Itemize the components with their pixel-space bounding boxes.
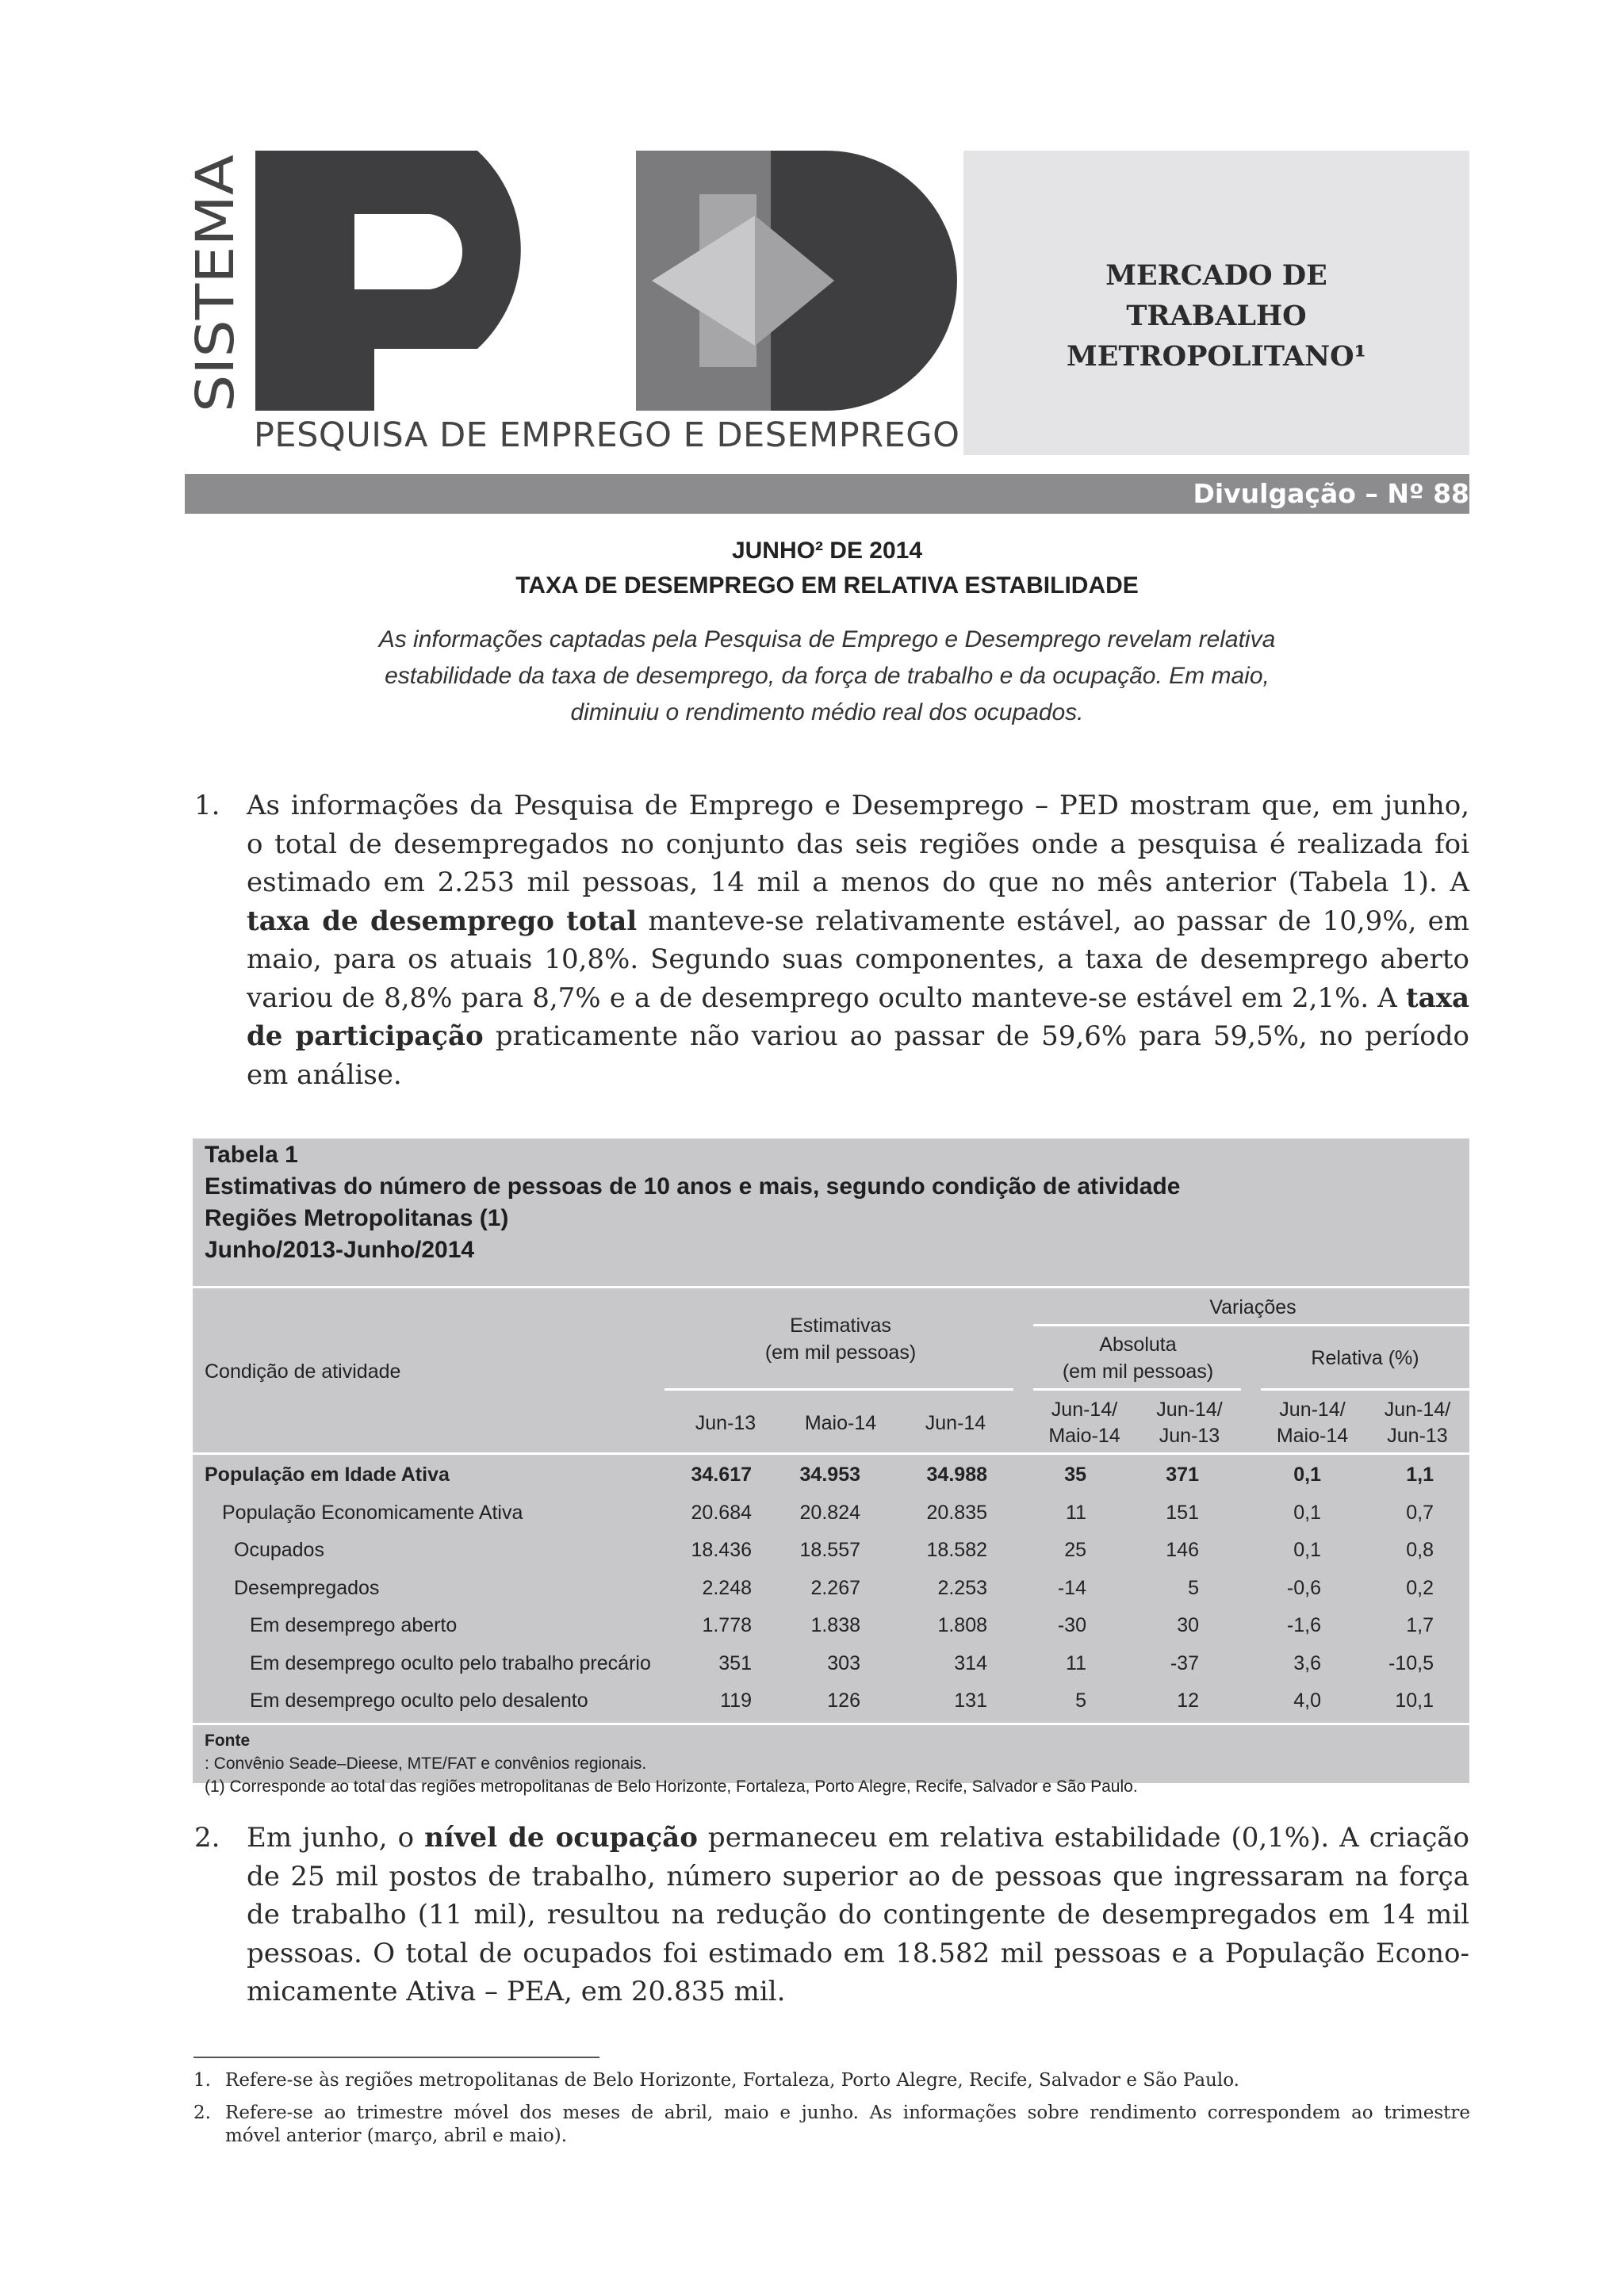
header-variacoes: Variações: [1209, 1296, 1297, 1318]
ped-subtitle: PESQUISA DE EMPREGO E DESEMPREGO: [254, 415, 960, 455]
paragraph-line: o total de desempregados no conjunto das seis regiões onde a pesquisa é realizada foi: [247, 828, 1469, 860]
report-date-title: JUNHO² DE 2014: [731, 538, 923, 564]
paragraph-number: 1.: [194, 790, 220, 821]
table-caption: [205, 1139, 1180, 1266]
table-cell: 11: [1066, 1501, 1086, 1524]
header-absoluta: Absoluta: [1099, 1334, 1177, 1356]
col-jun13: Jun-13: [695, 1412, 756, 1434]
table-cell: 0,2: [1406, 1576, 1434, 1599]
line-text: variou de 8,8% para 8,7% e a de desemprego oculto manteve-se estável em 2,1%. A: [247, 982, 1406, 1014]
table-cell: 131: [954, 1689, 987, 1712]
table-cell: 5: [1188, 1576, 1199, 1599]
table-cell: -1,6: [1286, 1614, 1321, 1636]
paragraph-line: de 25 mil postos de trabalho, número superior ao de pessoas que ingressaram na força: [247, 1860, 1469, 1892]
table-cell: 1.838: [810, 1614, 860, 1636]
table-cell: 119: [720, 1689, 752, 1712]
line-text: permaneceu em relativa estabilidade (0,1%). A criação: [697, 1822, 1470, 1854]
line-text: Em junho, o: [247, 1822, 425, 1854]
row-label: População em Idade Ativa: [205, 1464, 450, 1486]
lead-line: diminuiu o rendimento médio real dos ocupados.: [570, 699, 1084, 725]
header-relativa: Relativa (%): [1311, 1347, 1419, 1369]
table-cell: 34.953: [799, 1464, 860, 1486]
report-headline: TAXA DE DESEMPREGO EM RELATIVA ESTABILIDADE: [515, 572, 1139, 599]
table-cell: 371: [1166, 1464, 1199, 1486]
lead-line: estabilidade da taxa de desemprego, da força de trabalho e da ocupação. Em maio,: [385, 663, 1270, 689]
table-cell: 2.267: [810, 1576, 860, 1599]
logo-ed-letters: [636, 151, 957, 411]
table-cell: 126: [827, 1689, 860, 1712]
table-cell: -14: [1057, 1576, 1086, 1599]
header-estimativas: Estimativas: [790, 1314, 891, 1337]
bold-term: nível de ocupação: [424, 1822, 698, 1854]
table-cell: 18.436: [691, 1539, 752, 1561]
table-cell: 11: [1066, 1651, 1086, 1674]
header-estimativas-unit: (em mil pessoas): [764, 1341, 917, 1364]
table-cell: 0,8: [1406, 1539, 1434, 1561]
table-cell: -0,6: [1286, 1576, 1321, 1599]
table-cell: 12: [1177, 1689, 1199, 1712]
table-cell: -10,5: [1388, 1651, 1434, 1674]
line-text: praticamente não variou ao passar de 59,6% para 59,5%, no período: [483, 1020, 1469, 1052]
fonte-line: [205, 1729, 1138, 1775]
table-rule: [193, 1723, 1469, 1725]
paragraph-line: As informações da Pesquisa de Emprego e Desemprego – PED mostram que, em junho,: [247, 790, 1469, 821]
table-cell: 0,1: [1293, 1464, 1321, 1486]
table-rule: [1033, 1388, 1241, 1391]
table-cell: 18.582: [926, 1539, 987, 1561]
table-cell: 1,1: [1406, 1464, 1434, 1486]
line-text: manteve-se relativamente estável, ao passar de 10,9%, em: [637, 905, 1470, 937]
footnote-number: 2.: [193, 2103, 211, 2123]
mercado-title: [963, 255, 1469, 377]
table-rule: [1033, 1324, 1469, 1326]
lead-summary: [185, 622, 1469, 731]
table-caption-line: Estimativas do número de pessoas de 10 anos e mais, segundo condição de atividade: [205, 1173, 1181, 1200]
bold-term: taxa de desemprego total: [247, 905, 638, 937]
table-rule: [1261, 1388, 1469, 1391]
sistema-text: SISTEMA: [185, 184, 246, 412]
table-cell: 351: [718, 1651, 752, 1674]
paragraph-number: 2.: [194, 1822, 220, 1854]
row-label: Em desemprego oculto pelo trabalho precário: [250, 1651, 651, 1674]
table-cell: 34.988: [926, 1464, 987, 1486]
table-caption-line: Regiões Metropolitanas (1): [205, 1205, 509, 1231]
paragraph-line: micamente Ativa – PEA, em 20.835 mil.: [247, 1976, 786, 2007]
table-cell: 30: [1177, 1614, 1199, 1636]
table-cell: 1.808: [937, 1614, 987, 1636]
lead-line: As informações captadas pela Pesquisa de Emprego e Desemprego revelam relativa: [378, 626, 1276, 652]
logo-p-letter: [255, 151, 619, 411]
mercado-line-1: MERCADO DE: [1105, 259, 1327, 292]
row-label: Em desemprego aberto: [250, 1614, 458, 1636]
table-cell: 18.557: [799, 1539, 860, 1561]
table-cell: 5: [1075, 1689, 1086, 1712]
table-source: [205, 1729, 1138, 1798]
paragraph-line: de trabalho (11 mil), resultou na redução do contingente de desempregados em 14 mil: [247, 1899, 1469, 1931]
table-cell: 0,1: [1293, 1501, 1321, 1524]
table-cell: 0,7: [1406, 1501, 1434, 1524]
col-var-abs-2b: Jun-13: [1159, 1425, 1220, 1447]
footnote-text: Refere-se ao trimestre móvel dos meses de abril, maio e junho. As informações sobre rendimento correspondem ao trimestre: [225, 2103, 1470, 2123]
footnote-text: Refere-se às regiões metropolitanas de Belo Horizonte, Fortaleza, Porto Alegre, Recife, Salvador e São Paulo.: [225, 2070, 1239, 2091]
table-cell: 20.824: [799, 1501, 860, 1524]
col-var-rel-1b: Maio-14: [1276, 1425, 1349, 1447]
bold-term: taxa: [1405, 982, 1469, 1014]
table-rule: [193, 1286, 1469, 1288]
table-caption-line: Tabela 1: [205, 1142, 298, 1168]
table-cell: 0,1: [1293, 1539, 1321, 1561]
footnote-number: 1.: [193, 2070, 211, 2091]
header-absoluta-unit: (em mil pessoas): [1062, 1360, 1214, 1383]
footnote-1: [193, 2069, 1470, 2092]
col-var-rel-2b: Jun-13: [1387, 1425, 1448, 1447]
paragraph-line: [185, 1819, 1469, 1858]
footnote-2: [193, 2102, 1470, 2148]
table-cell: 20.835: [926, 1501, 987, 1524]
table-cell: 20.684: [691, 1501, 752, 1524]
col-var-rel-2: Jun-14/: [1384, 1399, 1451, 1421]
table-cell: 314: [954, 1651, 987, 1674]
fonte-text: : Convênio Seade–Dieese, MTE/FAT e convênios regionais.: [205, 1755, 647, 1773]
footnote-rule: [193, 2057, 599, 2058]
bold-term: de participação: [247, 1020, 484, 1052]
paragraph-line: [185, 979, 1469, 1018]
table-cell: -37: [1170, 1651, 1199, 1674]
col-maio14: Maio-14: [804, 1412, 877, 1434]
paragraph-line: [185, 902, 1469, 941]
mercado-line-3: METROPOLITANO¹: [1067, 340, 1366, 373]
header-condicao: Condição de atividade: [205, 1360, 401, 1383]
col-var-abs-1: Jun-14/: [1051, 1399, 1118, 1421]
paragraph-1: [185, 786, 1469, 1094]
col-jun14: Jun-14: [925, 1412, 986, 1434]
table-cell: 34.617: [691, 1464, 752, 1486]
table-caption-line: Junho/2013-Junho/2014: [205, 1237, 475, 1263]
table-rule: [193, 1452, 1469, 1455]
table-cell: 35: [1064, 1464, 1086, 1486]
row-label: Desempregados: [234, 1576, 380, 1599]
divulgacao-number: Divulgação – Nº 88: [1193, 478, 1469, 509]
table-cell: 1.778: [702, 1614, 752, 1636]
table-cell: 146: [1166, 1539, 1199, 1561]
table-cell: 4,0: [1293, 1689, 1321, 1712]
table-cell: 303: [827, 1651, 860, 1674]
sistema-vertical-label: [179, 155, 247, 416]
row-label: Em desemprego oculto pelo desalento: [250, 1689, 588, 1712]
paragraph-2: [185, 1819, 1469, 2011]
fonte-label: Fonte: [205, 1732, 251, 1750]
paragraph-line: pessoas. O total de ocupados foi estimado em 18.582 mil pessoas e a População Econo-: [247, 1937, 1469, 1969]
col-var-abs-1b: Maio-14: [1048, 1425, 1120, 1447]
table-cell: -30: [1057, 1614, 1086, 1636]
table-cell: 10,1: [1395, 1689, 1434, 1712]
table-cell: 3,6: [1293, 1651, 1321, 1674]
footnote-text: móvel anterior (março, abril e maio).: [225, 2126, 568, 2146]
col-var-rel-1: Jun-14/: [1279, 1399, 1346, 1421]
table-rule: [665, 1388, 1013, 1391]
col-var-abs-2: Jun-14/: [1156, 1399, 1223, 1421]
table-cell: 25: [1064, 1539, 1086, 1561]
table-note: (1) Corresponde ao total das regiões metropolitanas de Belo Horizonte, Fortaleza, Porto Alegre, Recife, Salvador e São Paulo.: [205, 1777, 1138, 1796]
table-cell: 151: [1166, 1501, 1199, 1524]
table-cell: 2.253: [937, 1576, 987, 1599]
paragraph-line: estimado em 2.253 mil pessoas, 14 mil a menos do que no mês anterior (Tabela 1). A: [247, 867, 1469, 898]
table-cell: 1,7: [1406, 1614, 1434, 1636]
table-cell: 2.248: [702, 1576, 752, 1599]
row-label: Ocupados: [234, 1539, 324, 1561]
paragraph-line: maio, para os atuais 10,8%. Segundo suas componentes, a taxa de desemprego aberto: [247, 943, 1469, 975]
paragraph-line: [185, 1017, 1469, 1056]
paragraph-line: em análise.: [247, 1058, 402, 1091]
row-label: População Economicamente Ativa: [222, 1501, 523, 1524]
mercado-line-2: TRABALHO: [1126, 300, 1307, 332]
